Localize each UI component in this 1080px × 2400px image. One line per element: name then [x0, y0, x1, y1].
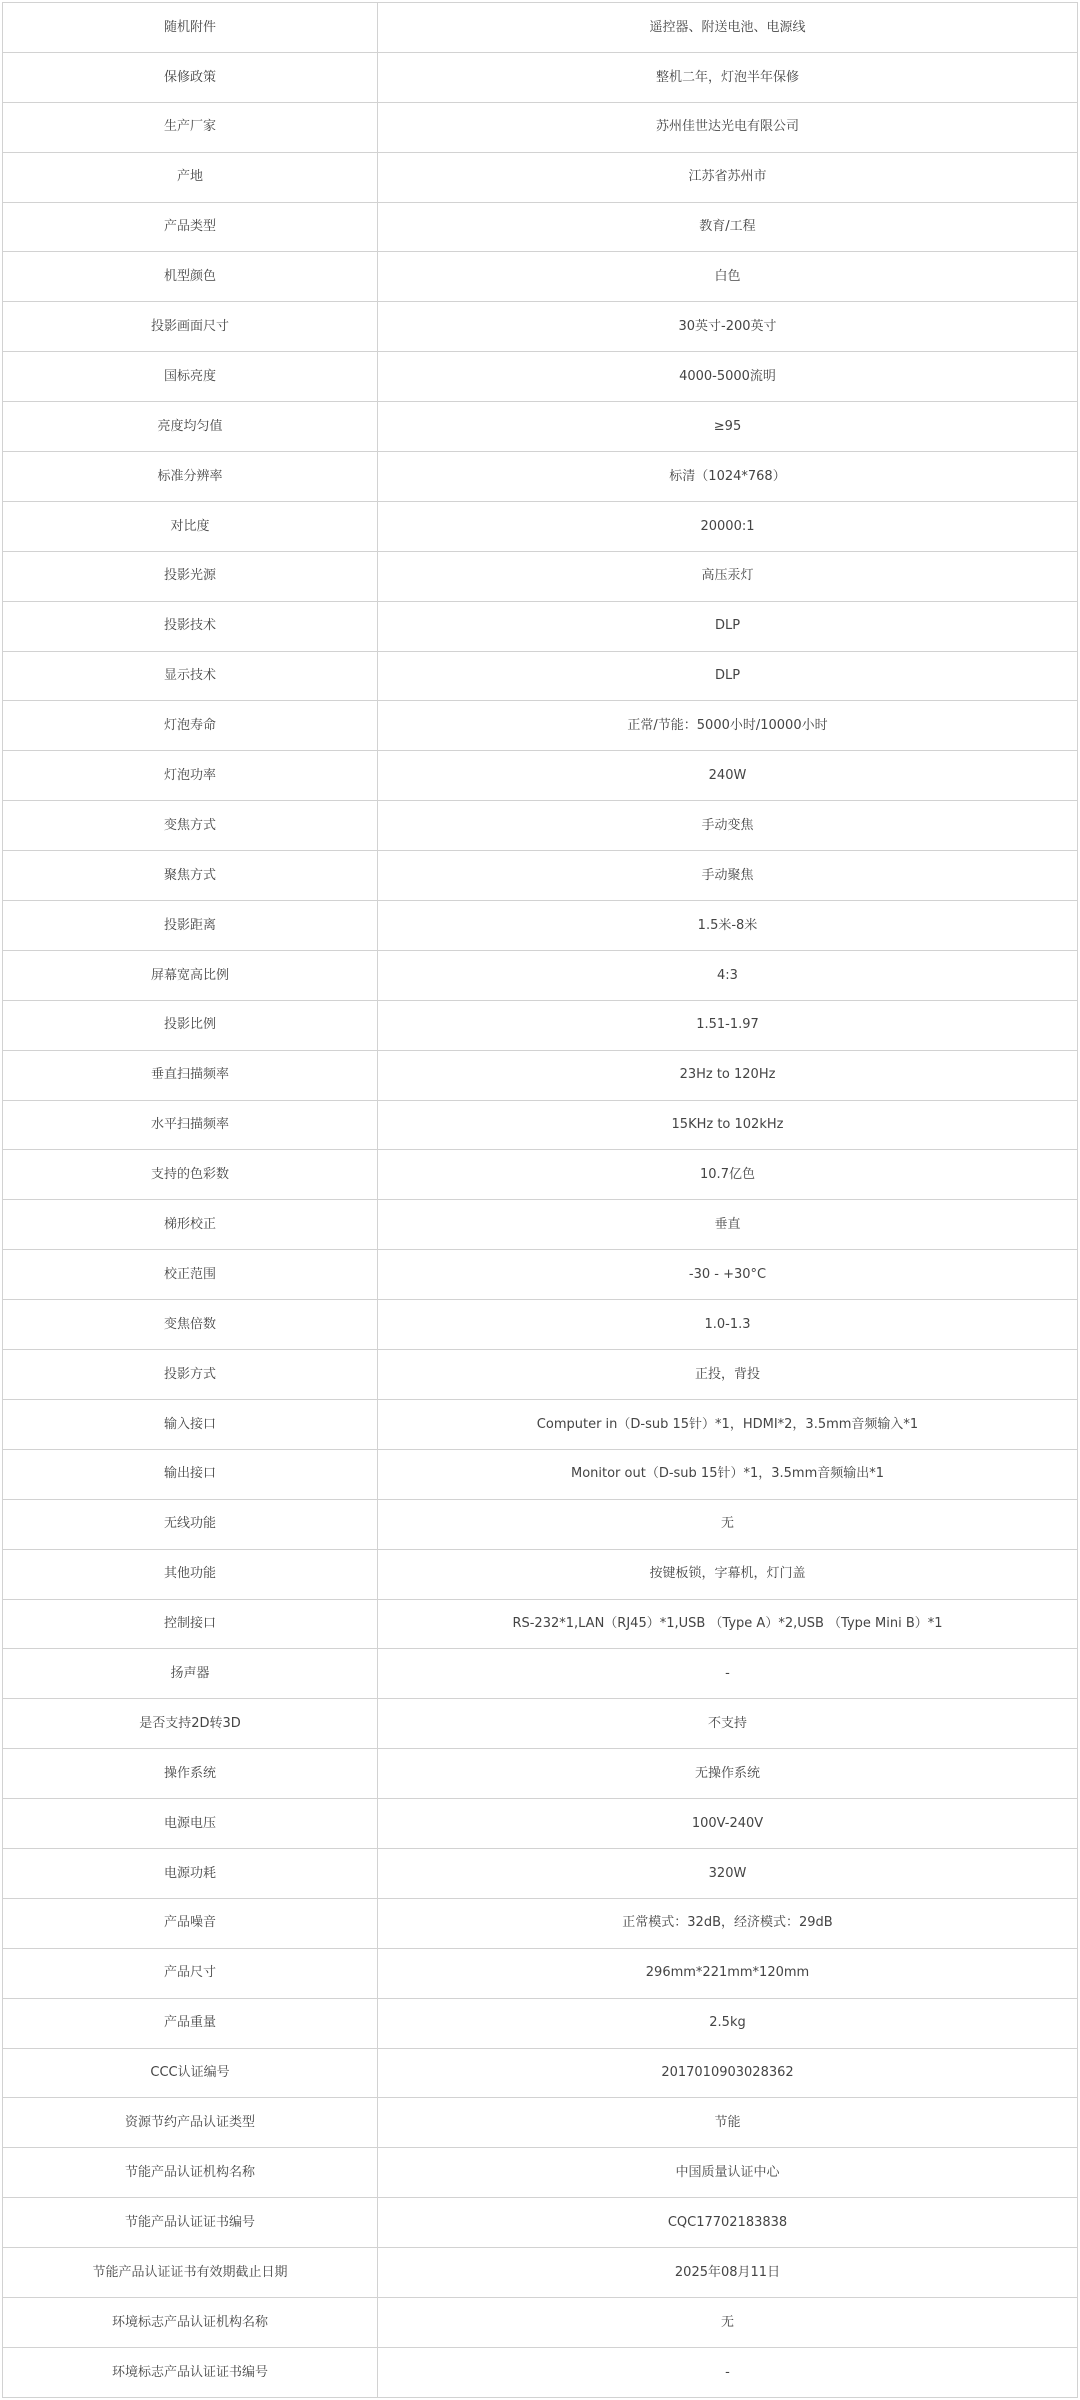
spec-value: 1.5米-8米	[697, 917, 758, 933]
spec-label: 产品噪音	[3, 1899, 378, 1948]
spec-row	[3, 3, 1077, 53]
spec-label: 支持的色彩数	[3, 1150, 378, 1199]
spec-value: 高压汞灯	[701, 568, 754, 584]
spec-label: 聚焦方式	[3, 851, 378, 900]
spec-row	[3, 1150, 1077, 1200]
spec-label: CCC认证编号	[3, 2049, 378, 2098]
spec-label: 显示技术	[3, 652, 378, 701]
spec-label: 投影光源	[3, 552, 378, 601]
spec-row	[3, 2148, 1077, 2198]
spec-label: 投影画面尺寸	[3, 302, 378, 351]
spec-value: 遥控器、附送电池、电源线	[649, 19, 806, 35]
spec-row	[3, 901, 1077, 951]
spec-label: 节能产品认证证书有效期截止日期	[3, 2248, 378, 2297]
spec-value: 320W	[708, 1865, 747, 1881]
spec-value: 4000-5000流明	[679, 368, 776, 384]
spec-value: 苏州佳世达光电有限公司	[655, 119, 799, 135]
spec-value: -	[725, 1666, 730, 1682]
spec-value: 手动变焦	[701, 817, 754, 833]
spec-value: CQC17702183838	[667, 2214, 788, 2230]
spec-row	[3, 1649, 1077, 1699]
spec-value: 20000:1	[700, 518, 755, 534]
spec-value: 正常/节能：5000小时/10000小时	[627, 718, 828, 734]
spec-row	[3, 1400, 1077, 1450]
spec-value: 2025年08月11日	[674, 2264, 781, 2280]
spec-label: 生产厂家	[3, 103, 378, 152]
spec-label: 控制接口	[3, 1600, 378, 1649]
spec-row	[3, 1300, 1077, 1350]
spec-value: 1.51-1.97	[696, 1017, 759, 1033]
spec-row	[3, 2248, 1077, 2298]
spec-row	[3, 1749, 1077, 1799]
spec-row	[3, 951, 1077, 1001]
spec-row	[3, 2098, 1077, 2148]
spec-row	[3, 1101, 1077, 1151]
spec-row	[3, 2198, 1077, 2248]
spec-row	[3, 1799, 1077, 1849]
spec-label: 校正范围	[3, 1250, 378, 1299]
spec-value: DLP	[714, 618, 741, 634]
spec-value: 240W	[708, 768, 747, 783]
spec-label: 环境标志产品认证机构名称	[3, 2298, 378, 2347]
spec-row	[3, 1051, 1077, 1101]
spec-row	[3, 1949, 1077, 1999]
spec-label: 节能产品认证证书编号	[3, 2198, 378, 2247]
spec-label: 电源电压	[3, 1799, 378, 1848]
spec-label: 扬声器	[3, 1649, 378, 1698]
spec-value: -30 - +30°C	[688, 1266, 767, 1282]
spec-label: 梯形校正	[3, 1200, 378, 1249]
spec-row	[3, 302, 1077, 352]
spec-row	[3, 252, 1077, 302]
spec-label: 亮度均匀值	[3, 402, 378, 451]
spec-label: 电源功耗	[3, 1849, 378, 1898]
spec-value: 节能	[714, 2115, 741, 2131]
spec-label: 输入接口	[3, 1400, 378, 1449]
spec-row	[3, 452, 1077, 502]
spec-row	[3, 103, 1077, 153]
spec-row	[3, 1550, 1077, 1600]
spec-label: 变焦方式	[3, 801, 378, 850]
spec-label: 资源节约产品认证类型	[3, 2098, 378, 2147]
spec-value: 无操作系统	[694, 1765, 760, 1781]
spec-label: 节能产品认证机构名称	[3, 2148, 378, 2197]
spec-value: 100V-240V	[691, 1815, 764, 1831]
spec-label: 产地	[3, 153, 378, 202]
spec-label: 随机附件	[3, 3, 378, 52]
spec-value: 不支持	[707, 1715, 747, 1731]
spec-row	[3, 203, 1077, 253]
spec-value: -	[725, 2364, 730, 2380]
spec-label: 灯泡寿命	[3, 701, 378, 750]
spec-row	[3, 751, 1077, 801]
spec-row	[3, 1849, 1077, 1899]
spec-value: 2.5kg	[709, 2015, 746, 2031]
spec-value: 23Hz to 120Hz	[679, 1067, 776, 1083]
spec-value: Monitor out（D-sub 15针）*1，3.5mm音频输出*1	[570, 1466, 885, 1482]
spec-row	[3, 153, 1077, 203]
spec-value: 1.0-1.3	[704, 1316, 751, 1332]
spec-label: 输出接口	[3, 1450, 378, 1499]
spec-value: 江苏省苏州市	[688, 169, 767, 185]
spec-row	[3, 1350, 1077, 1400]
spec-label: 屏幕宽高比例	[3, 951, 378, 1000]
spec-label: 垂直扫描频率	[3, 1051, 378, 1100]
spec-label: 投影方式	[3, 1350, 378, 1399]
spec-label: 变焦倍数	[3, 1300, 378, 1349]
spec-label: 无线功能	[3, 1500, 378, 1549]
spec-row	[3, 652, 1077, 702]
spec-row	[3, 552, 1077, 602]
spec-value: Computer in（D-sub 15针）*1，HDMI*2，3.5mm音频输入*1	[536, 1416, 919, 1432]
spec-value: 无	[720, 2314, 734, 2330]
spec-value: 296mm*221mm*120mm	[645, 1965, 810, 1981]
spec-value: 手动聚焦	[701, 867, 754, 883]
spec-label: 环境标志产品认证证书编号	[3, 2348, 378, 2397]
spec-value: 教育/工程	[699, 219, 756, 235]
spec-row	[3, 602, 1077, 652]
spec-row	[3, 801, 1077, 851]
spec-row	[3, 1500, 1077, 1550]
spec-label: 产品重量	[3, 1999, 378, 2048]
spec-value: RS-232*1,LAN（RJ45）*1,USB （Type A）*2,USB （Type Mini B）*1	[512, 1616, 943, 1632]
spec-value: 10.7亿色	[700, 1167, 755, 1183]
spec-value: 正投，背投	[694, 1366, 760, 1382]
spec-label: 操作系统	[3, 1749, 378, 1798]
spec-row	[3, 1699, 1077, 1749]
spec-value: 标清（1024*768）	[669, 468, 786, 484]
spec-value: 2017010903028362	[661, 2065, 794, 2081]
spec-row	[3, 2049, 1077, 2099]
spec-label: 国标亮度	[3, 352, 378, 401]
spec-label: 水平扫描频率	[3, 1101, 378, 1150]
spec-row	[3, 1999, 1077, 2049]
spec-label: 其他功能	[3, 1550, 378, 1599]
spec-row	[3, 402, 1077, 452]
spec-label: 产品尺寸	[3, 1949, 378, 1998]
spec-value: 中国质量认证中心	[675, 2164, 780, 2180]
spec-value: 按键板锁，字幕机，灯门盖	[649, 1566, 806, 1582]
spec-row	[3, 2298, 1077, 2348]
spec-label: 产品类型	[3, 203, 378, 252]
spec-value: 4:3	[717, 967, 738, 983]
spec-label: 标准分辨率	[3, 452, 378, 501]
spec-value: DLP	[714, 668, 741, 684]
spec-value: 白色	[714, 269, 741, 285]
spec-row	[3, 352, 1077, 402]
spec-value: 正常模式：32dB，经济模式：29dB	[622, 1915, 833, 1931]
spec-label: 投影技术	[3, 602, 378, 651]
spec-row	[3, 1250, 1077, 1300]
spec-value: 15KHz to 102kHz	[671, 1117, 784, 1133]
spec-value: 整机二年，灯泡半年保修	[655, 69, 799, 85]
spec-label: 投影距离	[3, 901, 378, 950]
spec-table	[2, 2, 1078, 2398]
spec-value: 无	[720, 1516, 734, 1532]
spec-row	[3, 1450, 1077, 1500]
spec-label: 机型颜色	[3, 252, 378, 301]
spec-label: 是否支持2D转3D	[3, 1699, 378, 1748]
spec-row	[3, 1600, 1077, 1650]
spec-label: 保修政策	[3, 53, 378, 102]
spec-row	[3, 851, 1077, 901]
spec-value: 垂直	[714, 1217, 741, 1233]
spec-label: 对比度	[3, 502, 378, 551]
spec-label: 灯泡功率	[3, 751, 378, 800]
spec-row	[3, 502, 1077, 552]
spec-value: 30英寸-200英寸	[678, 318, 777, 334]
spec-row	[3, 2348, 1077, 2397]
spec-row	[3, 1001, 1077, 1051]
spec-row	[3, 53, 1077, 103]
spec-value: ≥95	[713, 418, 742, 434]
spec-row	[3, 1200, 1077, 1250]
spec-row	[3, 701, 1077, 751]
spec-row	[3, 1899, 1077, 1949]
spec-label: 投影比例	[3, 1001, 378, 1050]
